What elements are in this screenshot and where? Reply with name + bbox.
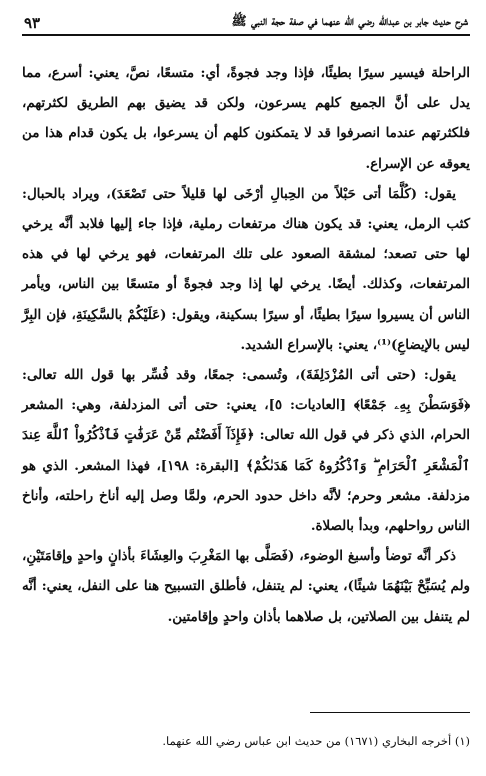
running-header — [22, 6, 470, 36]
paragraph-1: الراحلة فيسير سيرًا بطيئًا، فإذا وجد فجوةً، أي: متسعًا، نصَّ، يعني: أسرع، مما يدل على أنَّ الجميع كلهم يسرعون، ولكن قد يضيق بهم الطريق لكثرتهم، فلكثرتهم عندما انصرفوا قد لا يتمكنون كلهم أن يسرعوا، بل يكون قدام هذا من يعوقه عن الإسراع. — [22, 65, 470, 172]
body-text — [22, 58, 470, 632]
paragraph-3: يقول: (حتى أتى المُزْدَلِفَةَ)، وتُسمى: جمعًا، وقد فُسِّر بها قول الله تعالى: ﴿فَوَسَطْنَ بِهِۦ جَمْعًا﴾ [العاديات: ٥]، يعني: حتى أتى المزدلفة، وهي: المشعر الحرام، الذي ذكر في قول الله تعالى: ﴿فَإِذَآ أَفَضْتُم مِّنْ عَرَفَٰتٍ فَٱذْكُرُواْ ٱللَّهَ عِندَ ٱلْمَشْعَرِ ٱلْحَرَامِ ۖ وَٱذْكُرُوهُ كَمَا هَدَىٰكُمْ﴾ [البقرة: ١٩٨]، فهذا المشعر. الذي هو مزدلفة. مشعر وحرم؛ لأنَّه داخل حدود الحرم، ولمَّا وصل إليه أناخ راحلته، وأناخ الناس رواحلهم، وبدأ بالصلاة. — [22, 367, 471, 535]
book-page — [22, 6, 470, 768]
footnote: (١) أخرجه البخاري (١٦٧١) من حديث ابن عباس رضي الله عنهما. — [162, 734, 470, 748]
header-title: شرح حديث جابر بن عبدالله رضي الله عنهما في صفة حجة النبي ﷺ — [231, 13, 468, 28]
paragraph-4: ذكر أنَّه توضأ وأسبغ الوضوء، (فَصَلَّى بها المَغْرِبَ والعِشَاءَ بأذانٍ واحدٍ وإقامَتَيْنِ، ولم يُسَبِّحْ بَيْنَهُمَا شيئًا)، يعني: لم يتنفل، فأطلق التسبيح هنا على النفل، يعني: أنَّه لم يتنفل بين الصلاتين، بل صلاهما بأذان واحدٍ وإقامتين. — [22, 548, 470, 625]
page-number: ٩٣ — [24, 14, 41, 32]
paragraph-2: يقول: (كُلَّمَا أتى حَبْلاً من الحِبالِ أرْخَى لها قليلاً حتى تَصْعَدَ)، ويراد بالحبال: كثب الرمل، يعني: قد يكون هناك مرتفعات رملية، فإذا جاء إليها فلابد أنَّه يرخي لها حتى تصعد؛ لمشقة الصعود على تلك المرتفعات، فهو يرخي لها في هذه المرتفعات، وكذلك. أيضًا. يرخي لها إذا وجد فجوةً أو متسعًا بين الناس، ويأمر الناس أن يسيروا سيرًا بطيئًا، أو سيرًا بسكينة، ويقول: (عَلَيْكُمْ بالسَّكِينَةِ، فإن البِرَّ ليس بالإيضاعِ)⁽¹⁾، يعني: بالإسراع الشديد. — [22, 185, 470, 353]
footnote-separator — [310, 712, 470, 713]
